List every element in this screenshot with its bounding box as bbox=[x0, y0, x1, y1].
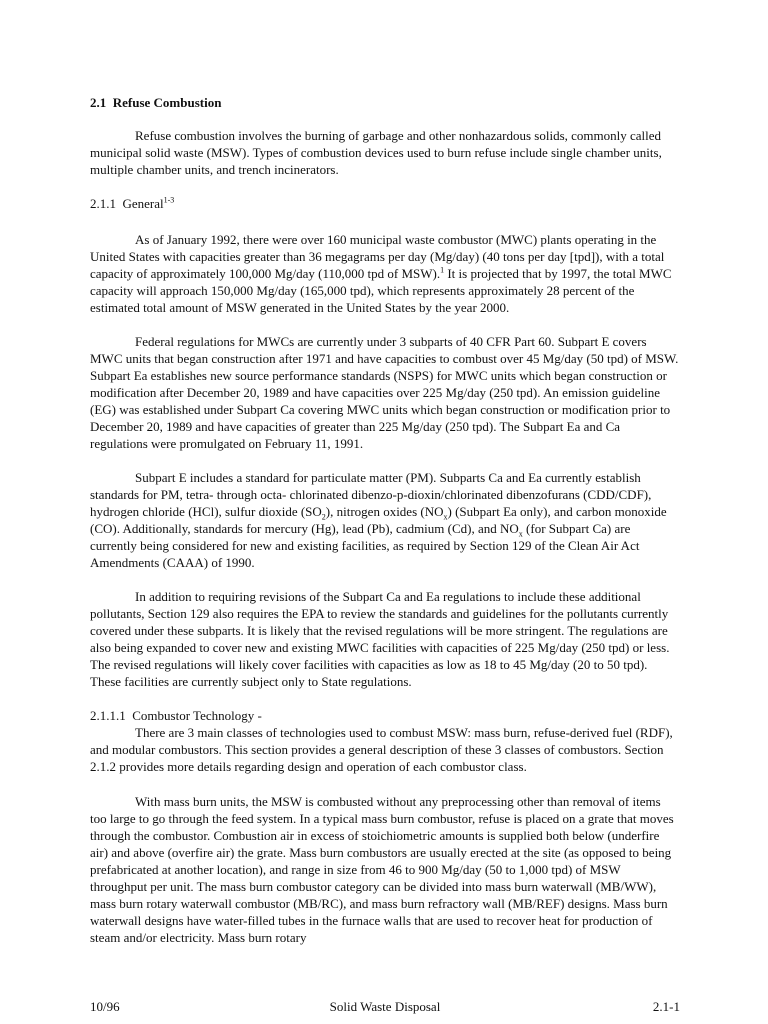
footnote-ref: 1 bbox=[440, 265, 445, 275]
paragraph-section-129: In addition to requiring revisions of the Subpart Ca and Ea regulations to include these additional pollutants, Section 129 also requires the EPA to review the standards and guidelines for the pollutants currently covered under these subparts. It is likely that the revised regulations will be more stringent. The regulations are also being expanded to cover new and existing MWC facilities with capacities of 225 Mg/day (250 tpd) or less. The revised regulations will likely cover facilities with capacities as low as 18 to 45 Mg/day (20 to 50 tpd). These facilities are currently subject only to State regulations. bbox=[90, 589, 670, 689]
section-number: 2.1 bbox=[90, 95, 107, 110]
reference-superscript: 1-3 bbox=[163, 195, 175, 205]
paragraph-mwc-plants: As of January 1992, there were over 160 municipal waste combustor (MWC) plants operating in the United States with capacities greater than 36 megagrams per day (Mg/day) (40 tons per day [tpd]), with a total capacity of approximately 100,000 Mg/day (110,000 tpd of MSW).$^1$ It is projected that by 1997, the total MWC capacity will approach 150,000 Mg/day (165,000 tpd), which represents approximately 28 percent of the estimated total amount of MSW generated in the United States by the year 2000. bbox=[90, 232, 672, 315]
subsubsection-title: Combustor Technology - bbox=[132, 708, 262, 723]
paragraph-mass-burn: With mass burn units, the MSW is combusted without any preprocessing other than removal of items too large to go through the feed system. In a typical mass burn combustor, refuse is placed on a grate that moves through the combustor. Combustion air in excess of stoichiometric amounts is supplied both below (underfire air) and above (overfire air) the grate. Mass burn combustors are usually erected at the site (as opposed to being prefabricated at another location), and range in size from 46 to 900 Mg/day (50 to 1,000 tpd) of MSW throughput per unit. The mass burn combustor category can be divided into mass burn waterwall (MB/WW), mass burn rotary waterwall combustor (MB/RC), and mass burn refractory wall (MB/REF) designs. Mass burn waterwall designs have water-filled tubes in the furnace walls that are used to recover heat for production of steam and/or electricity. Mass burn rotary bbox=[90, 794, 674, 945]
subsection-title: General bbox=[122, 196, 164, 211]
footer-page-number: 2.1-1 bbox=[652, 999, 680, 1014]
paragraph-combustor-classes: There are 3 main classes of technologies used to combust MSW: mass burn, refuse-derived fuel (RDF), and modular combustors. This section provides a general description of these 3 classes of combustors. Section 2.1.2 provides more details regarding design and operation of each combustor class. bbox=[90, 725, 673, 774]
paragraph-standards: Subpart E includes a standard for particulate matter (PM). Subparts Ca and Ea currently establish standards for PM, tetra- through octa- chlorinated dibenzo-p-dioxin/chlorinated dibenzofurans (CDD/CDF), hydrogen chloride (HCl), sulfur dioxide $(SO_2)$, nitrogen oxides $(NO_x)$ (Subpart Ea only), and carbon monoxide (CO). Additionally, standards for mercury (Hg), lead (Pb), cadmium (Cd), and $NO_x$ (for Subpart Ca) are currently being considered for new and existing facilities, as required by Section 129 of the Clean Air Act Amendments (CAAA) of 1990. bbox=[90, 470, 667, 570]
subsubsection-number: 2.1.1.1 bbox=[90, 708, 126, 723]
subsection-heading-general bbox=[90, 195, 174, 212]
intro-paragraph: Refuse combustion involves the burning of garbage and other nonhazardous solids, commonly called municipal solid waste (MSW). Types of combustion devices used to burn refuse include single chamber units, multiple chamber units, and trench incinerators. bbox=[90, 128, 662, 177]
footer-title: Solid Waste Disposal bbox=[329, 999, 441, 1014]
footer-date: 10/96 bbox=[90, 999, 120, 1014]
section-title: Refuse Combustion bbox=[112, 95, 222, 110]
subsection-number: 2.1.1 bbox=[90, 196, 116, 211]
paragraph-federal-regulations: Federal regulations for MWCs are currently under 3 subparts of 40 CFR Part 60. Subpart E covers MWC units that began construction after 1971 and have capacities to combust over 45 Mg/day (50 tpd) of MSW. Subpart Ea establishes new source performance standards (NSPS) for MWC units which began construction or modification after December 20, 1989 and have capacities over 225 Mg/day (250 tpd). An emission guideline (EG) was established under Subpart Ca covering MWC units which began construction or modification prior to December 20, 1989 and have capacities of greater than 225 Mg/day (250 tpd). The Subpart Ea and Ca regulations were promulgated on February 11, 1991. bbox=[90, 334, 679, 451]
page-footer bbox=[90, 998, 680, 1015]
subsection-heading-technology bbox=[90, 707, 262, 724]
section-heading bbox=[90, 94, 221, 111]
